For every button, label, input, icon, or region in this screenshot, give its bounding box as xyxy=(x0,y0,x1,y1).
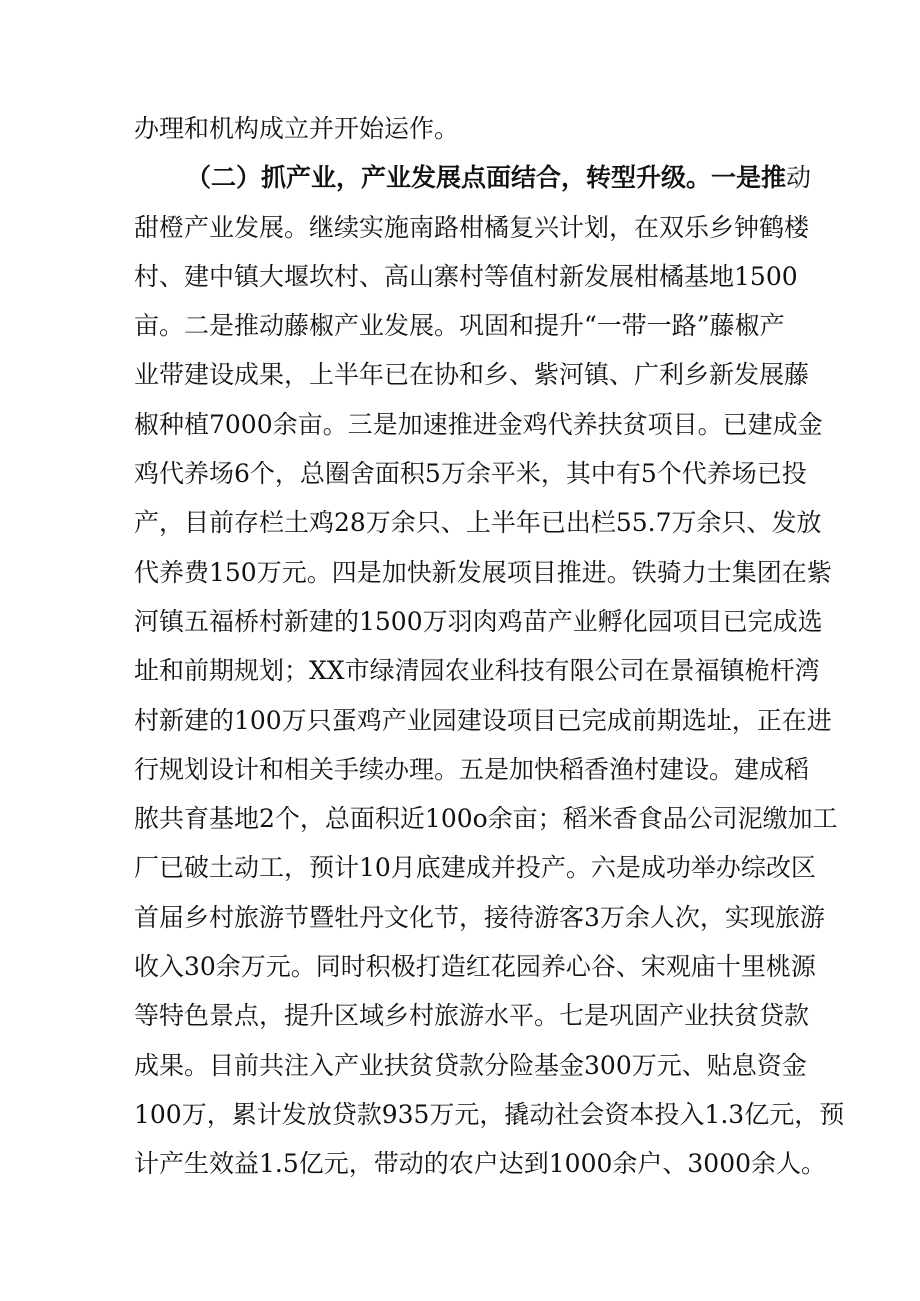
text-line-22: 计产生效益1.5亿元，带动的农户达到1000余户、3000余人。 xyxy=(134,1149,827,1179)
text-line-12: 址和前期规划；XX市绿清园农业科技有限公司在景福镇桅杆湾 xyxy=(134,656,820,686)
text-line-5: 亩。二是推动藤椒产业发展。巩固和提升“一带一路”藤椒产 xyxy=(134,311,785,341)
section-heading-line xyxy=(134,153,812,202)
text-line-18: 收入30余万元。同时积极打造红花园养心谷、宋观庙十里桃源 xyxy=(134,952,816,982)
text-line-11: 河镇五福桥村新建的1500万羽肉鸡苗产业孵化园项目已完成选 xyxy=(134,606,823,636)
text-line-20: 成果。目前共注入产业扶贫贷款分险基金300万元、贴息资金 xyxy=(134,1050,807,1080)
document-body xyxy=(134,104,845,1189)
text-line-1: 办理和机构成立并开始运作。 xyxy=(134,114,460,143)
text-line-17: 首届乡村旅游节暨牡丹文化节，接待游客3万余人次，实现旅游 xyxy=(134,902,825,932)
text-line-8: 鸡代养场6个，总圈舍面积5万余平米，其中有5个代养场已投 xyxy=(134,459,807,489)
text-line-19: 等特色景点，提升区域乡村旅游水平。七是巩固产业扶贫贷款 xyxy=(134,1001,810,1031)
text-line-4: 村、建中镇大堰坎村、高山寨村等值村新发展柑橘基地1500 xyxy=(134,261,798,291)
text-line-15: 脓共育基地2个，总面积近100o余亩；稻米香食品公司泥缴加工 xyxy=(134,804,838,834)
text-line-10: 代养费150万元。四是加快新发展项目推进。铁骑力士集团在紫 xyxy=(134,557,832,587)
text-line-14: 行规划设计和相关手续办理。五是加快稻香渔村建设。建成稻 xyxy=(134,754,810,784)
text-line-3: 甜橙产业发展。继续实施南路柑橘复兴计划，在双乐乡钟鹤楼 xyxy=(134,212,810,242)
text-line-21: 100万，累计发放贷款935万元，撬动社会资本投入1.3亿元，预 xyxy=(134,1099,845,1129)
section-heading-continuation: 动 xyxy=(786,163,812,193)
text-line-9: 产，目前存栏土鸡28万余只、上半年已出栏55.7万余只、发放 xyxy=(134,508,822,538)
text-line-16: 厂已破土动工，预计10月底建成并投产。六是成功举办综改区 xyxy=(134,853,816,883)
text-line-13: 村新建的100万只蛋鸡产业园建设项目已完成前期选址，正在进 xyxy=(134,705,832,735)
text-line-7: 椒种植7000余亩。三是加速推进金鸡代养扶贫项目。已建成金 xyxy=(134,409,823,439)
section-heading: （二）抓产业，产业发展点面结合，转型升级。一是推 xyxy=(186,163,787,193)
text-line-6: 业带建设成果，上半年已在协和乡、紫河镇、广利乡新发展藤 xyxy=(134,360,810,390)
